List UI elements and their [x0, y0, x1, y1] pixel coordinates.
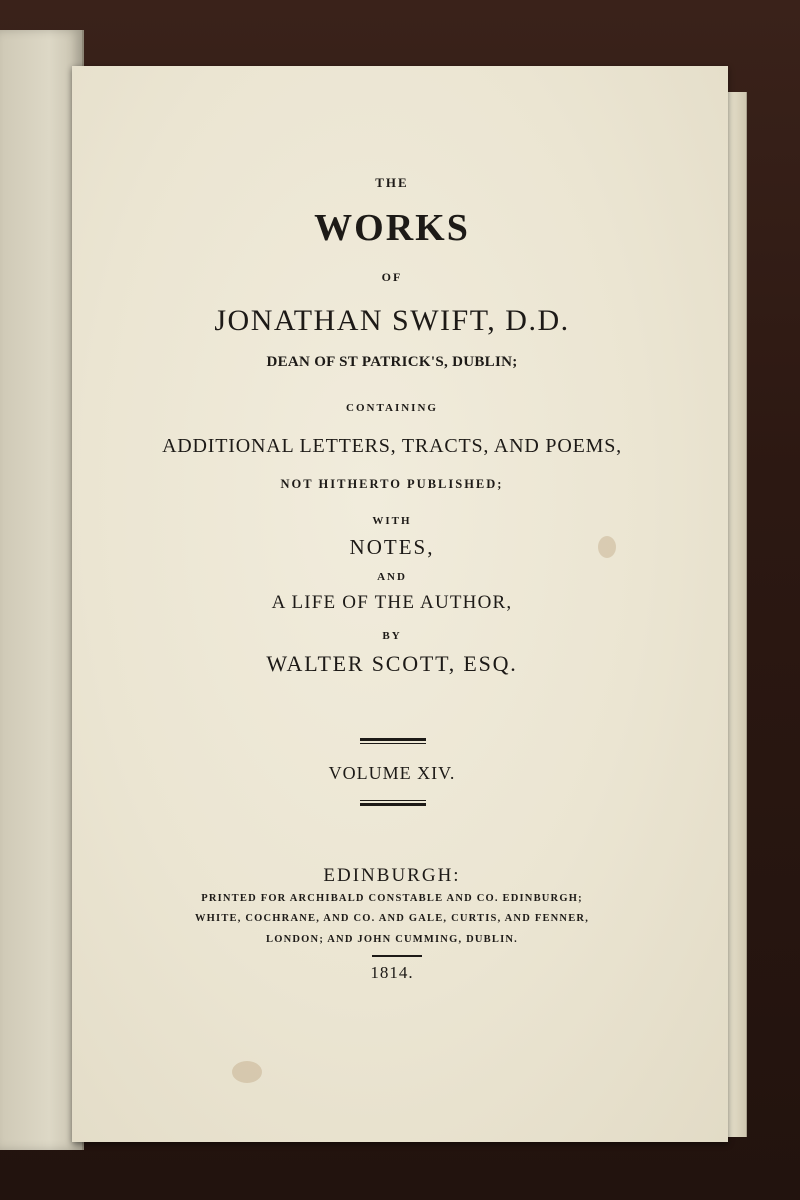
title-of: OF [381, 270, 403, 284]
not-published-line: NOT HITHERTO PUBLISHED; [280, 477, 504, 491]
imprint-line-3: LONDON; AND JOHN CUMMING, DUBLIN. [266, 934, 518, 945]
editor-name: WALTER SCOTT, ESQ. [266, 651, 518, 676]
and-label: AND [377, 571, 407, 583]
by-label: BY [382, 630, 402, 642]
imprint-line-2: WHITE, COCHRANE, AND CO. AND GALE, CURTIS, AND FENNER, [194, 913, 590, 924]
year-rule [372, 955, 422, 957]
life-line: A LIFE OF THE AUTHOR, [271, 592, 513, 613]
with-label: WITH [372, 515, 412, 527]
title-page [72, 66, 728, 1142]
publication-year: 1814. [370, 963, 414, 982]
title-the: THE [375, 175, 409, 190]
double-rule-top [360, 738, 426, 744]
foxing-spot [232, 1061, 262, 1083]
imprint-line-1: PRINTED FOR ARCHIBALD CONSTABLE AND CO. EDINBURGH; [201, 893, 583, 904]
containing-label: CONTAINING [346, 402, 438, 414]
contents-line: ADDITIONAL LETTERS, TRACTS, AND POEMS, [162, 435, 622, 457]
notes-line: NOTES, [349, 535, 435, 559]
imprint-city: EDINBURGH: [323, 865, 461, 886]
author-title: DEAN OF ST PATRICK'S, DUBLIN; [266, 354, 518, 370]
double-rule-bottom [360, 800, 426, 806]
title-works: WORKS [314, 207, 470, 249]
volume-number: VOLUME XIV. [328, 763, 456, 783]
author-name: JONATHAN SWIFT, D.D. [214, 304, 570, 337]
